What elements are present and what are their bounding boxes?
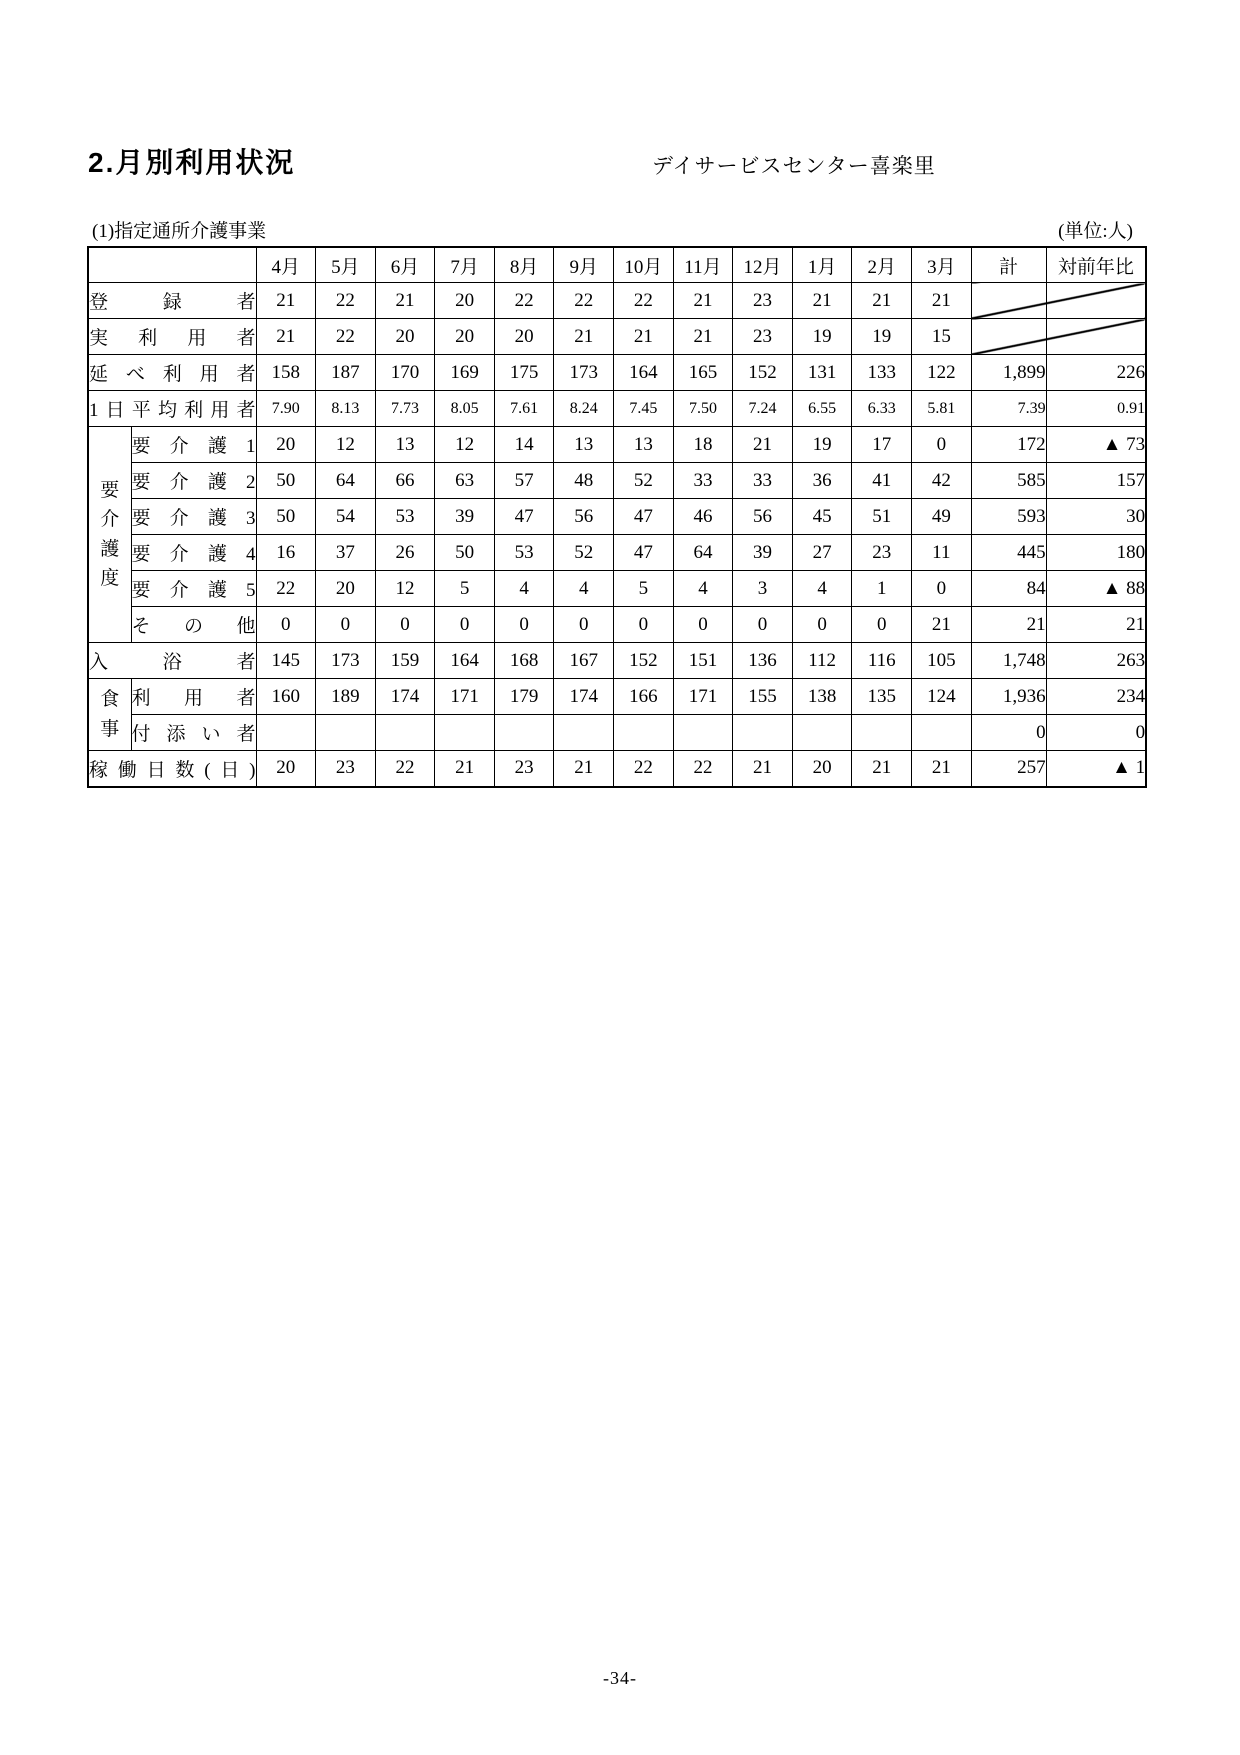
cell-month-value: 20 [435, 283, 495, 319]
cell-month-value: 63 [435, 463, 495, 499]
cell-month-value: 21 [673, 283, 733, 319]
cell-month-value: 7.73 [375, 391, 435, 427]
month-header: 11月 [673, 247, 733, 283]
cell-month-value: 20 [375, 319, 435, 355]
cell-month-value: 23 [733, 283, 793, 319]
cell-month-value: 13 [614, 427, 674, 463]
cell-month-value: 51 [852, 499, 912, 535]
cell-month-value: 135 [852, 679, 912, 715]
cell-month-value: 64 [316, 463, 376, 499]
cell-yoy: 180 [1046, 535, 1146, 571]
cell-month-value: 18 [673, 427, 733, 463]
cell-month-value: 27 [792, 535, 852, 571]
cell-month-value: 0 [852, 607, 912, 643]
facility-name: デイサービスセンター喜楽里 [652, 155, 936, 178]
cell-month-value: 21 [912, 751, 972, 787]
corner-cell [88, 247, 256, 283]
cell-month-value: 21 [792, 283, 852, 319]
cell-month-value: 5 [614, 571, 674, 607]
cell-month-value: 152 [733, 355, 793, 391]
row-label: 登録者 [88, 283, 256, 319]
cell-yoy: 0 [1046, 715, 1146, 751]
cell-month-value: 169 [435, 355, 495, 391]
cell-month-value: 22 [256, 571, 316, 607]
row-label: 利用者 [131, 679, 256, 715]
cell-month-value: 189 [316, 679, 376, 715]
table-row [88, 283, 1146, 319]
row-label: 要介護2 [131, 463, 256, 499]
cell-month-value: 1 [852, 571, 912, 607]
cell-month-value: 5.81 [912, 391, 972, 427]
cell-month-value [852, 715, 912, 751]
monthly-usage-table [87, 246, 1147, 788]
row-label: 要介護5 [131, 571, 256, 607]
table-row [88, 715, 1146, 751]
cell-month-value: 22 [614, 751, 674, 787]
cell-month-value: 47 [494, 499, 554, 535]
cell-yoy: 30 [1046, 499, 1146, 535]
cell-month-value: 21 [852, 283, 912, 319]
cell-month-value: 21 [912, 607, 972, 643]
cell-month-value: 20 [316, 571, 376, 607]
month-header: 10月 [614, 247, 674, 283]
cell-month-value: 4 [494, 571, 554, 607]
cell-month-value: 0 [554, 607, 614, 643]
cell-month-value: 21 [733, 427, 793, 463]
cell-month-value: 171 [435, 679, 495, 715]
cell-month-value: 12 [316, 427, 376, 463]
cell-month-value: 54 [316, 499, 376, 535]
cell-yoy: 226 [1046, 355, 1146, 391]
cell-month-value: 165 [673, 355, 733, 391]
cell-month-value: 50 [435, 535, 495, 571]
table-row [88, 643, 1146, 679]
cell-month-value: 22 [375, 751, 435, 787]
cell-month-value: 26 [375, 535, 435, 571]
row-label: その他 [131, 607, 256, 643]
cell-month-value: 57 [494, 463, 554, 499]
table-header-row [88, 247, 1146, 283]
cell-yoy: 157 [1046, 463, 1146, 499]
cell-month-value: 7.24 [733, 391, 793, 427]
cell-month-value: 166 [614, 679, 674, 715]
cell-month-value: 0 [673, 607, 733, 643]
row-label: 1日平均利用者 [88, 391, 256, 427]
cell-month-value: 21 [912, 283, 972, 319]
cell-yoy: ▲ 73 [1046, 427, 1146, 463]
cell-month-value: 36 [792, 463, 852, 499]
table-header [88, 247, 1146, 283]
cell-total: 84 [971, 571, 1046, 607]
cell-month-value: 116 [852, 643, 912, 679]
cell-month-value: 47 [614, 535, 674, 571]
cell-yoy: ▲ 88 [1046, 571, 1146, 607]
cell-month-value: 8.24 [554, 391, 614, 427]
cell-month-value: 49 [912, 499, 972, 535]
table-row [88, 391, 1146, 427]
cell-month-value: 4 [554, 571, 614, 607]
cell-month-value: 8.05 [435, 391, 495, 427]
cell-month-value: 105 [912, 643, 972, 679]
row-label: 延べ利用者 [88, 355, 256, 391]
cell-month-value: 21 [852, 751, 912, 787]
section-heading: (1)指定通所介護事業 [92, 221, 267, 242]
cell-month-value: 6.55 [792, 391, 852, 427]
page-title: 2.月別利用状況 [88, 147, 296, 178]
month-header: 12月 [733, 247, 793, 283]
not-applicable-slash-cell [971, 283, 1146, 319]
cell-month-value: 21 [435, 751, 495, 787]
cell-month-value: 164 [435, 643, 495, 679]
cell-month-value: 145 [256, 643, 316, 679]
cell-month-value: 138 [792, 679, 852, 715]
table-row [88, 319, 1146, 355]
cell-month-value: 21 [256, 283, 316, 319]
cell-month-value: 39 [435, 499, 495, 535]
cell-month-value: 3 [733, 571, 793, 607]
cell-month-value: 53 [375, 499, 435, 535]
cell-month-value: 19 [792, 319, 852, 355]
cell-month-value: 0 [912, 571, 972, 607]
cell-month-value: 37 [316, 535, 376, 571]
cell-yoy: 263 [1046, 643, 1146, 679]
row-label: 要介護3 [131, 499, 256, 535]
cell-month-value: 14 [494, 427, 554, 463]
cell-yoy: ▲ 1 [1046, 751, 1146, 787]
table-row [88, 427, 1146, 463]
row-label: 要介護4 [131, 535, 256, 571]
cell-month-value: 0 [256, 607, 316, 643]
cell-month-value: 4 [673, 571, 733, 607]
cell-total: 0 [971, 715, 1046, 751]
cell-month-value: 53 [494, 535, 554, 571]
table-row [88, 679, 1146, 715]
cell-month-value: 52 [614, 463, 674, 499]
cell-month-value [375, 715, 435, 751]
cell-month-value: 0 [375, 607, 435, 643]
month-header: 3月 [912, 247, 972, 283]
cell-month-value: 133 [852, 355, 912, 391]
page-number: -34- [603, 1668, 637, 1688]
cell-month-value: 20 [435, 319, 495, 355]
cell-month-value: 131 [792, 355, 852, 391]
month-header: 5月 [316, 247, 376, 283]
cell-month-value: 179 [494, 679, 554, 715]
cell-month-value: 158 [256, 355, 316, 391]
cell-month-value: 21 [554, 319, 614, 355]
cell-month-value: 20 [256, 751, 316, 787]
cell-month-value: 23 [852, 535, 912, 571]
cell-month-value: 0 [733, 607, 793, 643]
cell-month-value: 187 [316, 355, 376, 391]
cell-month-value: 17 [852, 427, 912, 463]
cell-month-value: 19 [792, 427, 852, 463]
cell-month-value: 12 [435, 427, 495, 463]
cell-month-value: 22 [614, 283, 674, 319]
cell-month-value: 8.13 [316, 391, 376, 427]
cell-month-value: 160 [256, 679, 316, 715]
cell-total: 1,899 [971, 355, 1046, 391]
unit-note: (単位:人) [1058, 221, 1133, 242]
cell-month-value: 20 [494, 319, 554, 355]
cell-month-value: 7.45 [614, 391, 674, 427]
cell-month-value [256, 715, 316, 751]
month-header: 6月 [375, 247, 435, 283]
cell-month-value: 23 [733, 319, 793, 355]
cell-month-value: 22 [673, 751, 733, 787]
cell-month-value: 21 [375, 283, 435, 319]
total-header: 計 [971, 247, 1046, 283]
cell-month-value: 48 [554, 463, 614, 499]
row-label: 稼働日数(日) [88, 751, 256, 787]
cell-month-value: 7.50 [673, 391, 733, 427]
cell-month-value: 15 [912, 319, 972, 355]
cell-month-value: 11 [912, 535, 972, 571]
cell-month-value: 0 [435, 607, 495, 643]
cell-month-value: 170 [375, 355, 435, 391]
cell-month-value: 5 [435, 571, 495, 607]
not-applicable-slash-cell [971, 319, 1146, 355]
cell-month-value: 124 [912, 679, 972, 715]
cell-month-value: 4 [792, 571, 852, 607]
month-header: 7月 [435, 247, 495, 283]
cell-yoy: 21 [1046, 607, 1146, 643]
cell-yoy: 0.91 [1046, 391, 1146, 427]
cell-month-value: 6.33 [852, 391, 912, 427]
cell-month-value: 13 [554, 427, 614, 463]
cell-month-value: 174 [554, 679, 614, 715]
cell-total: 1,748 [971, 643, 1046, 679]
cell-total: 1,936 [971, 679, 1046, 715]
cell-month-value: 173 [554, 355, 614, 391]
cell-yoy: 234 [1046, 679, 1146, 715]
cell-month-value: 22 [494, 283, 554, 319]
row-label: 入浴者 [88, 643, 256, 679]
cell-month-value: 168 [494, 643, 554, 679]
cell-total: 593 [971, 499, 1046, 535]
cell-month-value [792, 715, 852, 751]
cell-month-value: 152 [614, 643, 674, 679]
cell-month-value: 0 [494, 607, 554, 643]
cell-month-value: 122 [912, 355, 972, 391]
cell-month-value: 159 [375, 643, 435, 679]
cell-month-value: 23 [316, 751, 376, 787]
cell-month-value: 42 [912, 463, 972, 499]
cell-total: 445 [971, 535, 1046, 571]
cell-month-value: 47 [614, 499, 674, 535]
month-header: 8月 [494, 247, 554, 283]
cell-month-value: 56 [733, 499, 793, 535]
cell-month-value: 22 [554, 283, 614, 319]
cell-month-value: 20 [792, 751, 852, 787]
cell-month-value: 7.61 [494, 391, 554, 427]
cell-month-value: 33 [673, 463, 733, 499]
cell-month-value: 50 [256, 463, 316, 499]
cell-month-value: 174 [375, 679, 435, 715]
cell-month-value: 0 [792, 607, 852, 643]
cell-month-value: 12 [375, 571, 435, 607]
cell-month-value: 64 [673, 535, 733, 571]
table-row [88, 751, 1146, 787]
cell-total: 257 [971, 751, 1046, 787]
cell-month-value: 22 [316, 283, 376, 319]
cell-month-value: 175 [494, 355, 554, 391]
cell-month-value: 21 [256, 319, 316, 355]
cell-month-value: 164 [614, 355, 674, 391]
cell-month-value [912, 715, 972, 751]
cell-month-value [733, 715, 793, 751]
row-label: 実利用者 [88, 319, 256, 355]
cell-total: 21 [971, 607, 1046, 643]
usage-table-body [88, 283, 1146, 787]
cell-month-value: 56 [554, 499, 614, 535]
cell-month-value: 7.90 [256, 391, 316, 427]
cell-month-value: 19 [852, 319, 912, 355]
cell-month-value: 0 [614, 607, 674, 643]
row-group-label: 要 介 護 度 [88, 427, 131, 643]
month-header: 2月 [852, 247, 912, 283]
row-label: 付添い者 [131, 715, 256, 751]
table-row [88, 535, 1146, 571]
cell-total: 172 [971, 427, 1046, 463]
cell-month-value [614, 715, 674, 751]
cell-month-value: 21 [554, 751, 614, 787]
cell-total: 585 [971, 463, 1046, 499]
cell-month-value: 136 [733, 643, 793, 679]
cell-month-value: 151 [673, 643, 733, 679]
row-label: 要介護1 [131, 427, 256, 463]
cell-month-value: 41 [852, 463, 912, 499]
cell-month-value: 22 [316, 319, 376, 355]
cell-month-value: 112 [792, 643, 852, 679]
cell-month-value [494, 715, 554, 751]
cell-month-value: 33 [733, 463, 793, 499]
cell-month-value: 45 [792, 499, 852, 535]
table-row [88, 355, 1146, 391]
cell-month-value: 39 [733, 535, 793, 571]
yoy-header: 対前年比 [1046, 247, 1146, 283]
cell-month-value: 21 [733, 751, 793, 787]
cell-month-value: 20 [256, 427, 316, 463]
cell-month-value: 21 [614, 319, 674, 355]
cell-month-value: 52 [554, 535, 614, 571]
row-group-label: 食 事 [88, 679, 131, 751]
cell-month-value [673, 715, 733, 751]
month-header: 9月 [554, 247, 614, 283]
month-header: 4月 [256, 247, 316, 283]
cell-total: 7.39 [971, 391, 1046, 427]
cell-month-value: 50 [256, 499, 316, 535]
cell-month-value: 155 [733, 679, 793, 715]
table-row [88, 499, 1146, 535]
table-row [88, 571, 1146, 607]
cell-month-value: 21 [673, 319, 733, 355]
cell-month-value: 16 [256, 535, 316, 571]
cell-month-value: 167 [554, 643, 614, 679]
cell-month-value: 13 [375, 427, 435, 463]
cell-month-value: 171 [673, 679, 733, 715]
cell-month-value: 0 [316, 607, 376, 643]
cell-month-value: 46 [673, 499, 733, 535]
table-row [88, 607, 1146, 643]
cell-month-value: 173 [316, 643, 376, 679]
month-header: 1月 [792, 247, 852, 283]
cell-month-value: 66 [375, 463, 435, 499]
cell-month-value: 0 [912, 427, 972, 463]
cell-month-value [316, 715, 376, 751]
cell-month-value [435, 715, 495, 751]
table-row [88, 463, 1146, 499]
cell-month-value: 23 [494, 751, 554, 787]
cell-month-value [554, 715, 614, 751]
